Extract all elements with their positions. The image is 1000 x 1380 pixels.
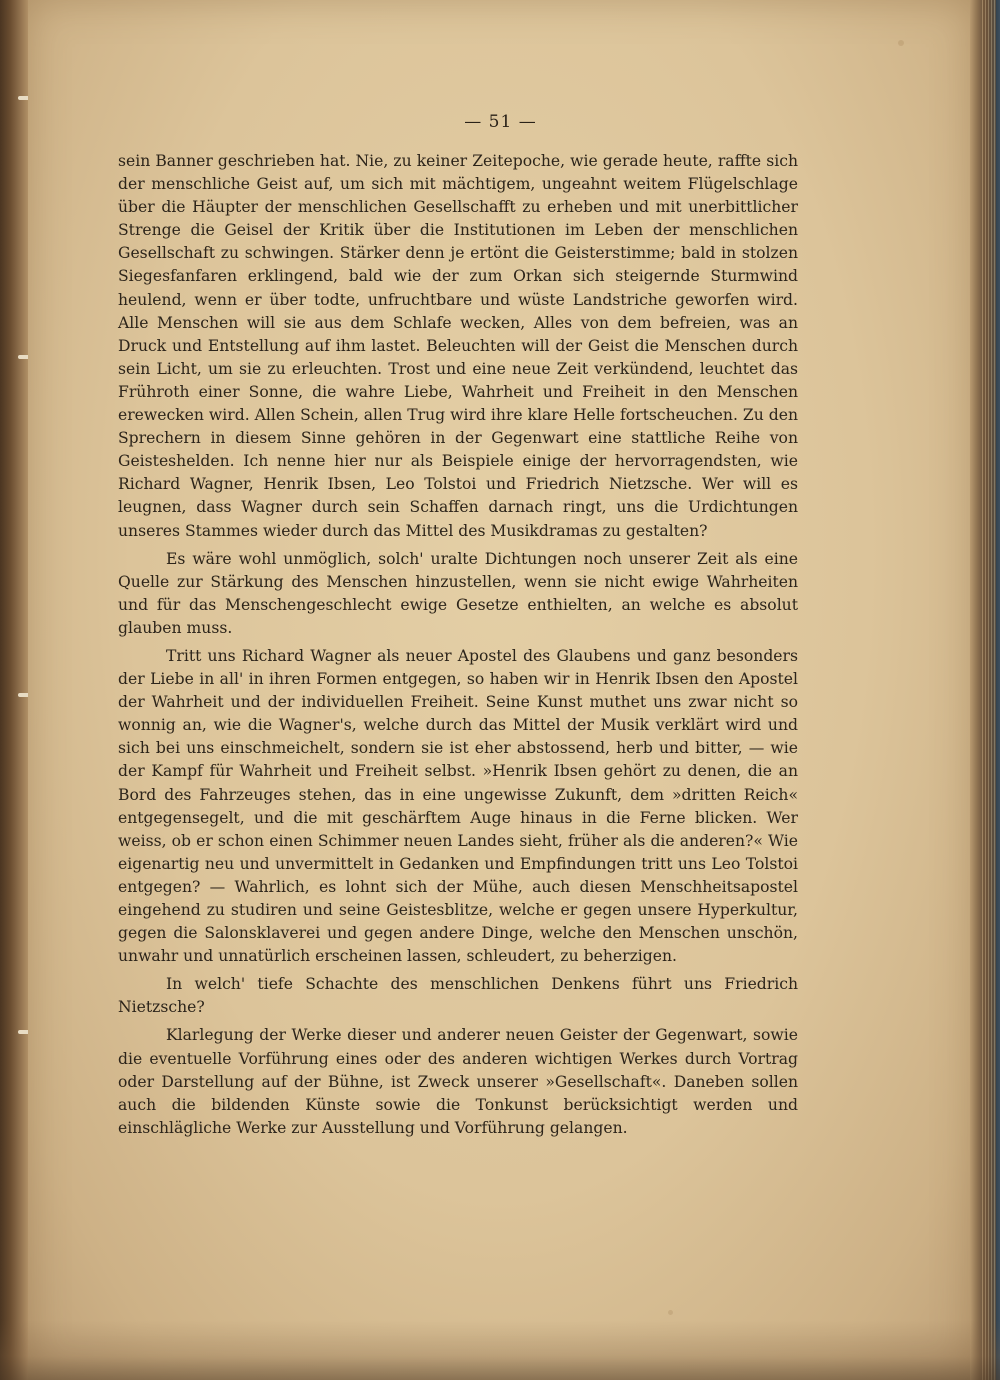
paper-spot bbox=[898, 40, 904, 46]
paragraph: sein Banner geschrieben hat. Nie, zu keiner Zeitepoche, wie gerade heute, raffte sich der menschliche Geist auf, um sich mit mächtigem, ungeahnt weitem Flügelschlage über die Häupter der menschlichen Gesellschafft zu erheben und mit unerbittlicher Strenge die Geisel der Kritik über die Institutionen im Leben der menschlichen Gesellschaft zu schwingen. Stärker denn je ertönt die Geisterstimme; bald in stolzen Siegesfanfaren erklingend, bald wie der zum Orkan sich steigernde Sturmwind heulend, wenn er über todte, unfruchtbare und wüste Landstriche geworfen wird. Alle Menschen will sie aus dem Schlafe wecken, Alles von dem befreien, was an Druck und Entstellung auf ihm lastet. Beleuchten will der Geist die Menschen durch sein Licht, um sie zu erleuchten. Trost und eine neue Zeit verkündend, leuchtet das Frühroth einer Sonne, die wahre Liebe, Wahrheit und Freiheit in den Menschen erewecken wird. Allen Schein, allen Trug wird ihre klare Helle fortscheuchen. Zu den Sprechern in diesem Sinne gehören in der Gegenwart eine stattliche Reihe von Geisteshelden. Ich nenne hier nur als Beispiele einige der hervorragendsten, wie Richard Wagner, Henrik Ibsen, Leo Tolstoi und Friedrich Nietzsche. Wer will es leugnen, dass Wagner durch sein Schaffen darnach ringt, uns die Urdichtungen unseres Stammes wieder durch das Mittel des Musikdramas zu gestalten? bbox=[118, 152, 798, 540]
page-stack-lines bbox=[982, 0, 996, 1380]
paragraph: Es wäre wohl unmöglich, solch' uralte Dichtungen noch unserer Zeit als eine Quelle zur Stärkung des Menschen hinzustellen, wenn sie nicht ewige Wahrheiten und für das Menschengeschlecht ewige Gesetze enthielten, an welche es absolut glauben muss. bbox=[118, 549, 798, 637]
paragraph: In welch' tiefe Schachte des menschlichen Denkens führt uns Friedrich Nietzsche? bbox=[118, 975, 798, 1017]
body-text bbox=[118, 150, 798, 1145]
page-bottom-shadow bbox=[0, 1320, 1000, 1380]
paper-spot bbox=[668, 1310, 673, 1315]
page-number: — 51 — bbox=[464, 112, 537, 132]
paragraph: Klarlegung der Werke dieser und anderer neuen Geister der Gegenwart, sowie die eventuelle Vorführung eines oder des anderen wichtigen Werkes durch Vortrag oder Darstellung auf der Bühne, ist Zweck unserer »Gesellschaft«. Daneben sollen auch die bildenden Künste sowie die Tonkunst berücksichtigt werden und einschlägliche Werke zur Ausstellung und Vorführung gelangen. bbox=[118, 1026, 798, 1137]
paragraph: Tritt uns Richard Wagner als neuer Apostel des Glaubens und ganz besonders der Liebe in all' in ihren Formen entgegen, so haben wir in Henrik Ibsen den Apostel der Wahrheit und der individuellen Freiheit. Seine Kunst muthet uns zwar nicht so wonnig an, wie die Wagner's, welche durch das Mittel der Musik verklärt wird und sich bei uns einschmeichelt, sondern sie ist eher abstossend, herb und bitter, — wie der Kampf für Wahrheit und Freiheit selbst. »Henrik Ibsen gehört zu denen, die an Bord des Fahrzeuges stehen, das in eine ungewisse Zukunft, dem »dritten Reich« entgegensegelt, und die mit geschärftem Auge hinaus in die Ferne blicken. Wer weiss, ob er schon einen Schimmer neuen Landes sieht, früher als die anderen?« Wie eigenartig neu und unvermittelt in Gedanken und Empfindungen tritt uns Leo Tolstoi entgegen? — Wahrlich, es lohnt sich der Mühe, auch diesen Menschheitsapostel eingehend zu studiren und seine Geistesblitze, welche er gegen unsere Hyperkultur, gegen die Salonsklaverei und gegen andere Dinge, welche den Menschen unschön, unwahr und unnatürlich erscheinen lassen, schleudert, zu beherzigen. bbox=[118, 646, 798, 966]
book-binding-left bbox=[0, 0, 30, 1380]
book-page bbox=[28, 0, 973, 1380]
